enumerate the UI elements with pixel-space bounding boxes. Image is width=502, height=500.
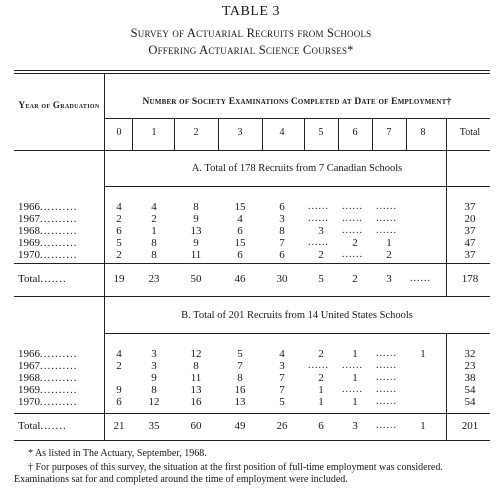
table-cell: 21 xyxy=(113,420,125,432)
year-column-divider xyxy=(104,73,105,440)
footnote-1-mark: * xyxy=(28,448,33,459)
year-text: 1969 xyxy=(18,237,40,249)
year-text: 1970 xyxy=(18,396,40,408)
table-cell: 2 xyxy=(352,273,358,285)
row-year-label xyxy=(18,249,100,261)
table-cell: ...... xyxy=(308,201,329,212)
leader-dots: .......... xyxy=(40,384,78,396)
table-cell: 16 xyxy=(234,384,246,396)
leader-dots: .......... xyxy=(40,396,78,408)
table-cell: 4 xyxy=(116,201,122,213)
year-of-graduation-header: Year of Graduation xyxy=(18,100,100,110)
table-cell: ...... xyxy=(342,201,363,212)
table-cell: ...... xyxy=(308,237,329,248)
col-divider xyxy=(338,118,339,150)
footnote-2-mark: † xyxy=(28,462,33,473)
table-cell: 2 xyxy=(116,213,122,225)
table-cell: 1 xyxy=(151,225,157,237)
footnote-1-text: As listed in The Actuary, September, 1968. xyxy=(34,448,207,459)
col-divider xyxy=(304,118,305,150)
section-a-rule xyxy=(104,186,490,187)
table-cell: 35 xyxy=(148,420,160,432)
table-cell: 23 xyxy=(464,360,476,372)
col-divider xyxy=(262,118,263,150)
table-cell: ...... xyxy=(376,360,397,371)
top-rule-double xyxy=(14,73,490,74)
leader-dots: .......... xyxy=(40,225,78,237)
col-divider xyxy=(372,118,373,150)
table-cell: 1 xyxy=(318,384,324,396)
col-divider xyxy=(218,118,219,150)
row-year-label xyxy=(18,225,100,237)
table-cell: 6 xyxy=(318,420,324,432)
table-cell: ...... xyxy=(342,249,363,260)
table-cell: 54 xyxy=(464,384,476,396)
section-title: A. Total of 178 Recruits from 7 Canadian Schools xyxy=(191,163,403,174)
header-bottom-rule xyxy=(14,150,490,151)
table-cell: 3 xyxy=(151,348,157,360)
table-cell: 1 xyxy=(352,348,358,360)
table-cell: ...... xyxy=(308,360,329,371)
table-cell: 13 xyxy=(190,384,202,396)
leader-dots: .......... xyxy=(40,249,78,261)
table-cell: 19 xyxy=(113,273,125,285)
leader-dots: .......... xyxy=(40,237,78,249)
year-text: 1970 xyxy=(18,249,40,261)
leader-dots: .......... xyxy=(40,360,78,372)
table-cell: 2 xyxy=(386,249,392,261)
leader-dots: .......... xyxy=(40,213,78,225)
column-header: 3 xyxy=(237,127,243,138)
row-year-label xyxy=(18,372,100,384)
table-cell: ...... xyxy=(342,360,363,371)
column-header: 5 xyxy=(318,127,324,138)
column-header: 2 xyxy=(193,127,199,138)
table-cell: 1 xyxy=(386,237,392,249)
row-year-label xyxy=(18,237,100,249)
table-cell: 3 xyxy=(151,360,157,372)
table-cell: 1 xyxy=(352,396,358,408)
table-cell: 13 xyxy=(234,396,246,408)
table-cell: 6 xyxy=(279,201,285,213)
table-cell: 12 xyxy=(190,348,202,360)
table-cell: 37 xyxy=(464,225,476,237)
table-cell: 11 xyxy=(190,372,202,384)
table-cell: ...... xyxy=(342,384,363,395)
footnote-1 xyxy=(14,448,496,460)
leader-dots: .......... xyxy=(40,201,78,213)
table-cell: 1 xyxy=(318,396,324,408)
table-cell: 7 xyxy=(279,384,285,396)
table-cell: 20 xyxy=(464,213,476,225)
exams-completed-header: Number of Society Examinations Completed at Date of Employment† xyxy=(142,97,452,107)
col-divider xyxy=(174,118,175,150)
table-cell: 8 xyxy=(279,225,285,237)
table-cell: 7 xyxy=(279,237,285,249)
table-cell: 38 xyxy=(464,372,476,384)
footnote-2 xyxy=(14,462,496,486)
column-header: 0 xyxy=(116,127,122,138)
table-cell: 11 xyxy=(190,249,202,261)
header-subrule xyxy=(104,118,490,119)
table-cell: 23 xyxy=(148,273,160,285)
table-cell: 1 xyxy=(420,420,426,432)
section-b-rule xyxy=(104,333,490,334)
table-cell: 13 xyxy=(190,225,202,237)
table-cell: 8 xyxy=(193,360,199,372)
year-text: 1966 xyxy=(18,201,40,213)
table-cell: 5 xyxy=(279,396,285,408)
table-cell: 4 xyxy=(279,348,285,360)
table-cell: 30 xyxy=(276,273,288,285)
year-text: 1969 xyxy=(18,384,40,396)
total-b-top-rule xyxy=(14,413,490,414)
col-divider xyxy=(132,118,133,150)
table-cell: 37 xyxy=(464,249,476,261)
table-cell: 8 xyxy=(193,201,199,213)
top-rule xyxy=(14,70,490,71)
table-cell: 7 xyxy=(237,360,243,372)
table-cell: 2 xyxy=(151,213,157,225)
table-cell: 2 xyxy=(116,249,122,261)
table-cell: 50 xyxy=(190,273,202,285)
table-cell: 8 xyxy=(237,372,243,384)
table-cell: 2 xyxy=(318,249,324,261)
column-header: 4 xyxy=(279,127,285,138)
table-cell: 6 xyxy=(237,249,243,261)
table-cell: 26 xyxy=(276,420,288,432)
table-cell: ...... xyxy=(376,384,397,395)
total-row-label xyxy=(18,420,102,432)
table-cell: 5 xyxy=(237,348,243,360)
table-cell: ...... xyxy=(376,213,397,224)
table-cell: ...... xyxy=(308,213,329,224)
year-text: 1968 xyxy=(18,225,40,237)
table-cell: 1 xyxy=(352,372,358,384)
col-divider xyxy=(406,118,407,150)
table-cell: 46 xyxy=(234,273,246,285)
table-cell: 6 xyxy=(116,225,122,237)
table-cell: 201 xyxy=(461,420,479,432)
table-cell: 3 xyxy=(386,273,392,285)
table-cell: 6 xyxy=(279,249,285,261)
table-cell: ...... xyxy=(376,372,397,383)
table-cell: 15 xyxy=(234,237,246,249)
table-cell: 178 xyxy=(461,273,479,285)
table-cell: 4 xyxy=(151,201,157,213)
year-text: 1967 xyxy=(18,213,40,225)
table-cell: 60 xyxy=(190,420,202,432)
table-cell: 2 xyxy=(318,348,324,360)
total-divider-header xyxy=(446,118,447,186)
table-label: TABLE 3 xyxy=(222,4,280,19)
table-cell: 2 xyxy=(116,360,122,372)
table-cell: 32 xyxy=(464,348,476,360)
table-cell: 6 xyxy=(116,396,122,408)
table-cell: 16 xyxy=(190,396,202,408)
year-text: 1968 xyxy=(18,372,40,384)
row-year-label xyxy=(18,213,100,225)
total-a-top-rule xyxy=(14,263,490,264)
total-divider-b xyxy=(446,333,447,440)
total-row-label xyxy=(18,273,102,285)
table-title-line1: Survey of Actuarial Recruits from Schools xyxy=(130,26,372,40)
row-year-label xyxy=(18,396,100,408)
table-cell: 4 xyxy=(237,213,243,225)
total-text: Total xyxy=(18,420,41,432)
table-cell: 3 xyxy=(318,225,324,237)
year-text: 1967 xyxy=(18,360,40,372)
total-a-bottom-rule xyxy=(14,296,490,297)
column-header: Total xyxy=(459,127,481,138)
table-title-line2: Offering Actuarial Science Courses* xyxy=(148,43,354,57)
total-text: Total xyxy=(18,273,41,285)
table-cell: ...... xyxy=(410,273,431,284)
table-cell: ...... xyxy=(376,396,397,407)
table-cell: 37 xyxy=(464,201,476,213)
table-cell: 2 xyxy=(318,372,324,384)
table-cell: 5 xyxy=(318,273,324,285)
table-cell: 3 xyxy=(279,213,285,225)
row-year-label xyxy=(18,384,100,396)
table-cell: ...... xyxy=(342,213,363,224)
table-cell: ...... xyxy=(376,420,397,431)
table-cell: 12 xyxy=(148,396,160,408)
column-header: 8 xyxy=(420,127,426,138)
table-cell: 9 xyxy=(193,237,199,249)
table-cell: 8 xyxy=(151,237,157,249)
column-header: 7 xyxy=(386,127,392,138)
leader-dots: .......... xyxy=(40,348,78,360)
year-text: 1966 xyxy=(18,348,40,360)
table-cell: ...... xyxy=(376,201,397,212)
table-cell: ...... xyxy=(376,225,397,236)
table-cell: 5 xyxy=(116,237,122,249)
leader-dots: .......... xyxy=(40,372,78,384)
table-cell: 2 xyxy=(352,237,358,249)
row-year-label xyxy=(18,201,100,213)
table-cell: 1 xyxy=(420,348,426,360)
footnote-2-text: For purposes of this survey, the situation at the first position of full-time employment was considered. Examinations sat for and completed around the time of employment were included. xyxy=(14,462,443,485)
table-cell: 3 xyxy=(279,360,285,372)
table-cell: 9 xyxy=(151,372,157,384)
table-cell: 3 xyxy=(352,420,358,432)
table-cell: 49 xyxy=(234,420,246,432)
table-cell: ...... xyxy=(376,348,397,359)
row-year-label xyxy=(18,348,100,360)
table-cell: 15 xyxy=(234,201,246,213)
table-cell: 7 xyxy=(279,372,285,384)
table-cell: 9 xyxy=(193,213,199,225)
table-cell: 8 xyxy=(151,249,157,261)
bottom-rule xyxy=(14,440,490,441)
table-cell: 47 xyxy=(464,237,476,249)
table-cell: 9 xyxy=(116,384,122,396)
section-title: B. Total of 201 Recruits from 14 United States Schools xyxy=(181,310,413,321)
leader-dots: ....... xyxy=(40,420,67,432)
table-cell: 8 xyxy=(151,384,157,396)
table-cell: ...... xyxy=(342,225,363,236)
row-year-label xyxy=(18,360,100,372)
table-cell: 54 xyxy=(464,396,476,408)
column-header: 6 xyxy=(352,127,358,138)
column-header: 1 xyxy=(151,127,157,138)
total-divider-a xyxy=(446,186,447,296)
table-cell: 6 xyxy=(237,225,243,237)
table-cell: 4 xyxy=(116,348,122,360)
leader-dots: ....... xyxy=(40,273,67,285)
